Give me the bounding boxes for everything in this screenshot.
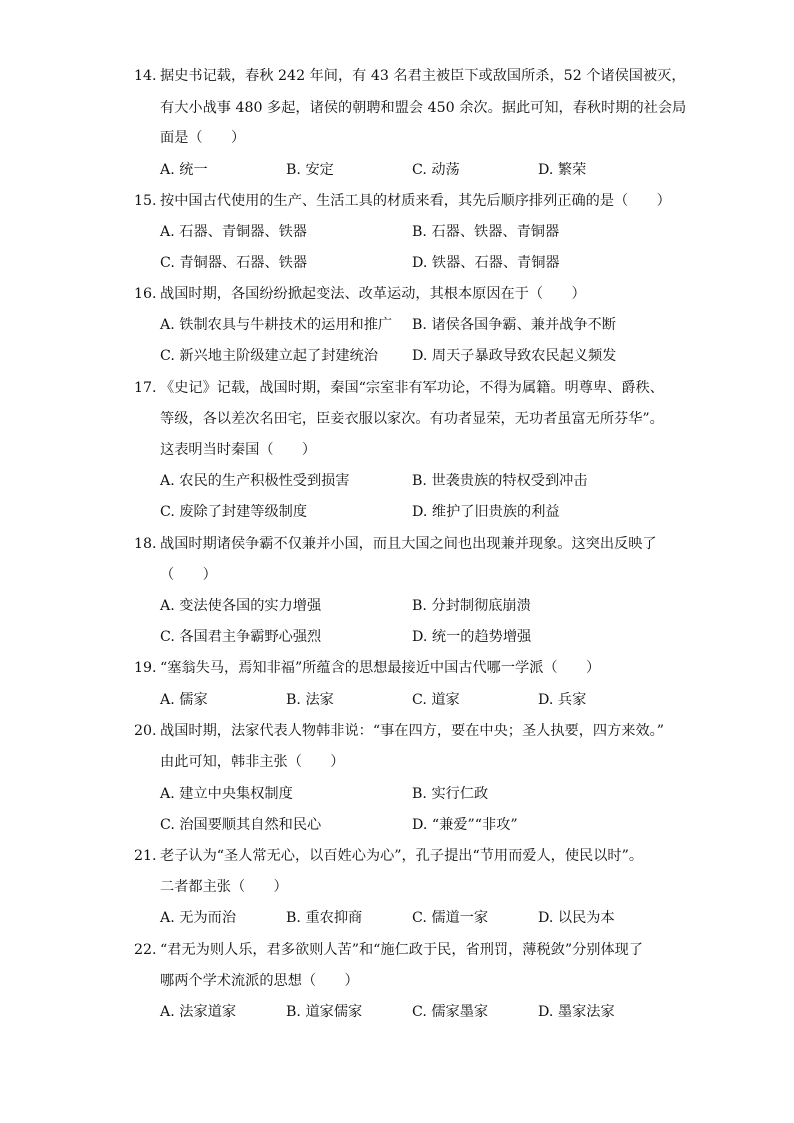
option-c[interactable]: C. 动荡 xyxy=(412,162,460,178)
question-text: 据史书记载，春秋 242 年间，有 43 名君主被臣下或敌国所杀，52 个诸侯国被灭， xyxy=(160,68,686,84)
option-d[interactable]: D. 维护了旧贵族的利益 xyxy=(412,504,560,520)
option-b[interactable]: B. 法家 xyxy=(286,692,334,708)
option-d[interactable]: D. “兼爱”“非攻” xyxy=(412,817,518,833)
question-number: 14. xyxy=(134,68,157,84)
question-number: 17. xyxy=(134,380,157,396)
question-number: 16. xyxy=(134,286,157,302)
option-b[interactable]: B. 世袭贵族的特权受到冲击 xyxy=(412,473,588,489)
question-text: 战国时期，法家代表人物韩非说：“事在四方，要在中央；圣人执要，四方来效。” xyxy=(160,723,664,739)
option-a[interactable]: A. 统一 xyxy=(160,162,208,178)
question-text: “塞翁失马，焉知非福”所蕴含的思想最接近中国古代哪一学派（ ） xyxy=(160,660,601,676)
question-text: 等级，各以差次名田宅，臣妾衣服以家次。有功者显荣，无功者虽富无所芬华”。 xyxy=(160,411,664,427)
option-a[interactable]: A. 无为而治 xyxy=(160,910,237,926)
question-number: 21. xyxy=(134,848,157,864)
option-c[interactable]: C. 新兴地主阶级建立起了封建统治 xyxy=(160,348,378,364)
question-number: 22. xyxy=(134,942,157,958)
option-b[interactable]: B. 实行仁政 xyxy=(412,786,489,802)
option-d[interactable]: D. 繁荣 xyxy=(538,162,587,178)
option-d[interactable]: D. 铁器、石器、青铜器 xyxy=(412,255,560,271)
option-c[interactable]: C. 儒道一家 xyxy=(412,910,489,926)
question-text: 有大小战事 480 多起，诸侯的朝聘和盟会 450 余次。据此可知，春秋时期的社会局 xyxy=(160,100,687,116)
option-a[interactable]: A. 建立中央集权制度 xyxy=(160,786,293,802)
option-a[interactable]: A. 儒家 xyxy=(160,692,208,708)
option-b[interactable]: B. 诸侯各国争霸、兼并战争不断 xyxy=(412,317,616,333)
option-d[interactable]: D. 墨家法家 xyxy=(538,1004,615,1020)
question-text: “君无为则人乐，君多欲则人苦”和“施仁政于民，省刑罚，薄税敛”分别体现了 xyxy=(160,942,644,958)
question-text: 哪两个学术流派的思想（ ） xyxy=(160,973,359,989)
option-b[interactable]: B. 安定 xyxy=(286,162,334,178)
question-text: 这表明当时秦国（ ） xyxy=(160,442,317,458)
question-text: 面是（ ） xyxy=(160,130,246,146)
option-c[interactable]: C. 儒家墨家 xyxy=(412,1004,489,1020)
question-number: 15. xyxy=(134,193,157,209)
question-number: 19. xyxy=(134,660,157,676)
question-text: 由此可知，韩非主张（ ） xyxy=(160,754,345,770)
question-number: 18. xyxy=(134,536,157,552)
option-c[interactable]: C. 废除了封建等级制度 xyxy=(160,504,308,520)
option-d[interactable]: D. 周天子暴政导致农民起义频发 xyxy=(412,348,617,364)
option-d[interactable]: D. 统一的趋势增强 xyxy=(412,629,532,645)
question-text: 战国时期诸侯争霸不仅兼并小国，而且大国之间也出现兼并现象。这突出反映了 xyxy=(160,536,657,552)
question-text: 二者都主张（ ） xyxy=(160,879,288,895)
option-a[interactable]: A. 法家道家 xyxy=(160,1004,237,1020)
option-c[interactable]: C. 道家 xyxy=(412,692,460,708)
question-text: 按中国古代使用的生产、生活工具的材质来看，其先后顺序排列正确的是（ ） xyxy=(160,193,671,209)
question-text: （ ） xyxy=(160,567,217,583)
option-a[interactable]: A. 铁制农具与牛耕技术的运用和推广 xyxy=(160,317,393,333)
option-d[interactable]: D. 以民为本 xyxy=(538,910,615,926)
question-text: 《史记》记载，战国时期，秦国“宗室非有军功论，不得为属籍。明尊卑、爵秩、 xyxy=(160,380,664,396)
option-a[interactable]: A. 变法使各国的实力增强 xyxy=(160,598,322,614)
option-c[interactable]: C. 治国要顺其自然和民心 xyxy=(160,817,322,833)
option-a[interactable]: A. 农民的生产积极性受到损害 xyxy=(160,473,350,489)
option-b[interactable]: B. 重农抑商 xyxy=(286,910,363,926)
option-b[interactable]: B. 道家儒家 xyxy=(286,1004,363,1020)
option-d[interactable]: D. 兵家 xyxy=(538,692,587,708)
option-b[interactable]: B. 分封制彻底崩溃 xyxy=(412,598,531,614)
option-b[interactable]: B. 石器、铁器、青铜器 xyxy=(412,224,560,240)
question-text: 战国时期，各国纷纷掀起变法、改革运动，其根本原因在于（ ） xyxy=(160,286,586,302)
option-c[interactable]: C. 青铜器、石器、铁器 xyxy=(160,255,308,271)
option-a[interactable]: A. 石器、青铜器、铁器 xyxy=(160,224,307,240)
question-number: 20. xyxy=(134,723,157,739)
question-text: 老子认为“圣人常无心，以百姓心为心”，孔子提出“节用而爱人，使民以时”。 xyxy=(160,848,644,864)
option-c[interactable]: C. 各国君主争霸野心强烈 xyxy=(160,629,322,645)
